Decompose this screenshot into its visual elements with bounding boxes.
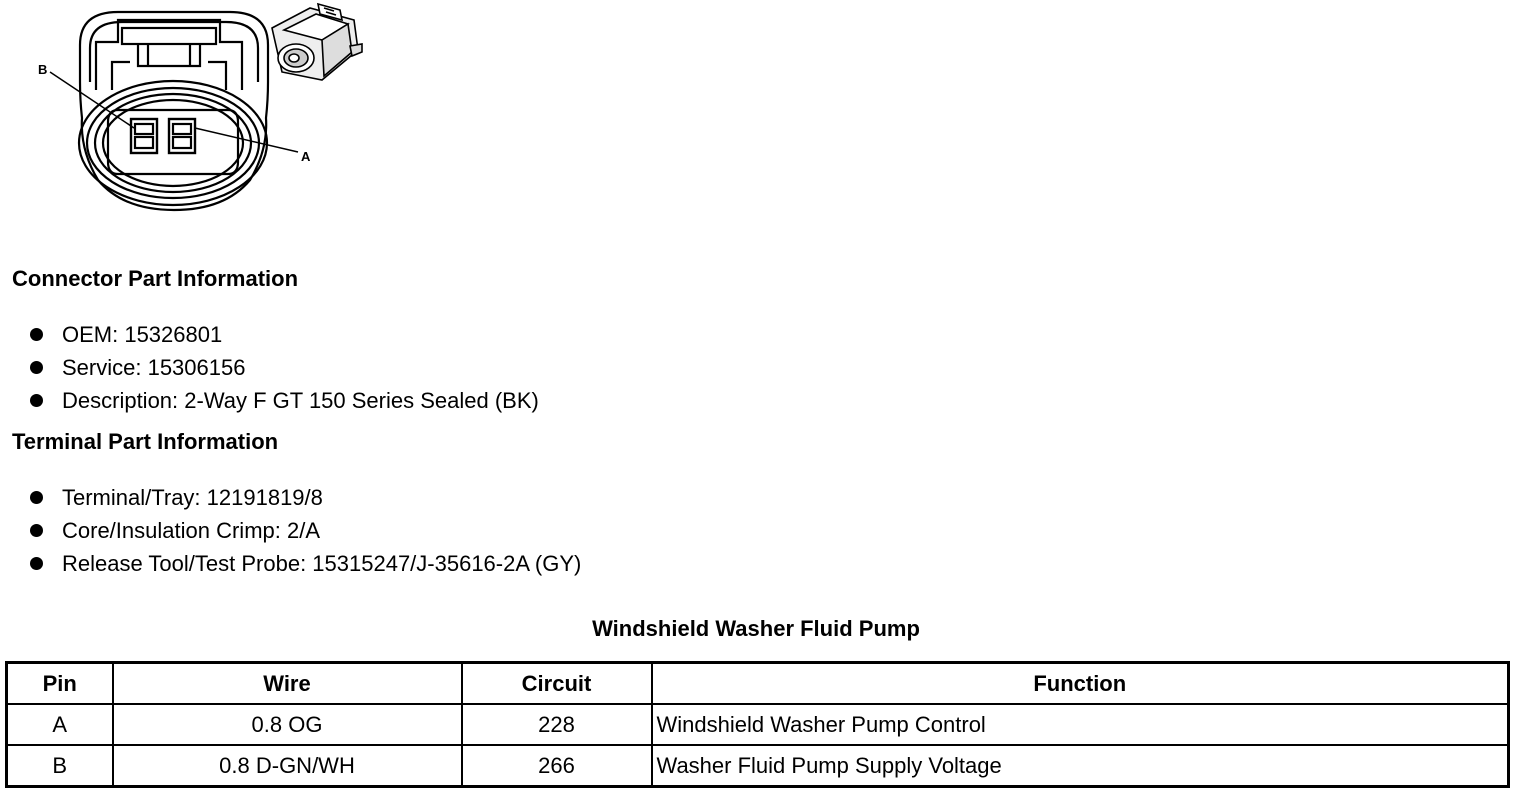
connector-oem: OEM: 15326801: [62, 322, 223, 347]
terminal-release-tool: Release Tool/Test Probe: 15315247/J-35616-2A (GY): [62, 551, 582, 576]
bullet-icon: [30, 557, 43, 570]
list-item: [30, 481, 581, 514]
connector-isometric-image: [262, 0, 372, 95]
bullet-icon: [30, 394, 43, 407]
terminal-tray: Terminal/Tray: 12191819/8: [62, 485, 323, 510]
connector-info-heading: Connector Part Information: [12, 266, 299, 291]
terminal-info-list: [30, 481, 581, 580]
table-row: [7, 745, 1509, 787]
pin-table: [5, 661, 1510, 788]
bullet-icon: [30, 524, 43, 537]
header-pin: Pin: [7, 663, 113, 705]
cell-pin: B: [7, 745, 113, 787]
list-item: [30, 384, 539, 417]
cell-wire: 0.8 OG: [113, 704, 462, 745]
pin-table-title: Windshield Washer Fluid Pump: [592, 616, 920, 641]
connector-info-list: [30, 318, 539, 417]
list-item: [30, 514, 581, 547]
cell-circuit: 228: [462, 704, 652, 745]
list-item: [30, 318, 539, 351]
cell-pin: A: [7, 704, 113, 745]
cell-function: Washer Fluid Pump Supply Voltage: [652, 745, 1509, 787]
list-item: [30, 547, 581, 580]
table-header-row: [7, 663, 1509, 705]
cell-function: Windshield Washer Pump Control: [652, 704, 1509, 745]
list-item: [30, 351, 539, 384]
pin-a-label: A: [301, 149, 311, 164]
bullet-icon: [30, 491, 43, 504]
pin-b-label: B: [38, 62, 48, 77]
cell-circuit: 266: [462, 745, 652, 787]
terminal-info-heading: Terminal Part Information: [12, 429, 279, 454]
connector-description: Description: 2-Way F GT 150 Series Sealed (BK): [62, 388, 539, 413]
header-circuit: Circuit: [462, 663, 652, 705]
bullet-icon: [30, 361, 43, 374]
header-wire: Wire: [113, 663, 462, 705]
header-function: Function: [652, 663, 1509, 705]
bullet-icon: [30, 328, 43, 341]
connector-service: Service: 15306156: [62, 355, 246, 380]
cell-wire: 0.8 D-GN/WH: [113, 745, 462, 787]
terminal-crimp: Core/Insulation Crimp: 2/A: [62, 518, 320, 543]
table-row: [7, 704, 1509, 745]
